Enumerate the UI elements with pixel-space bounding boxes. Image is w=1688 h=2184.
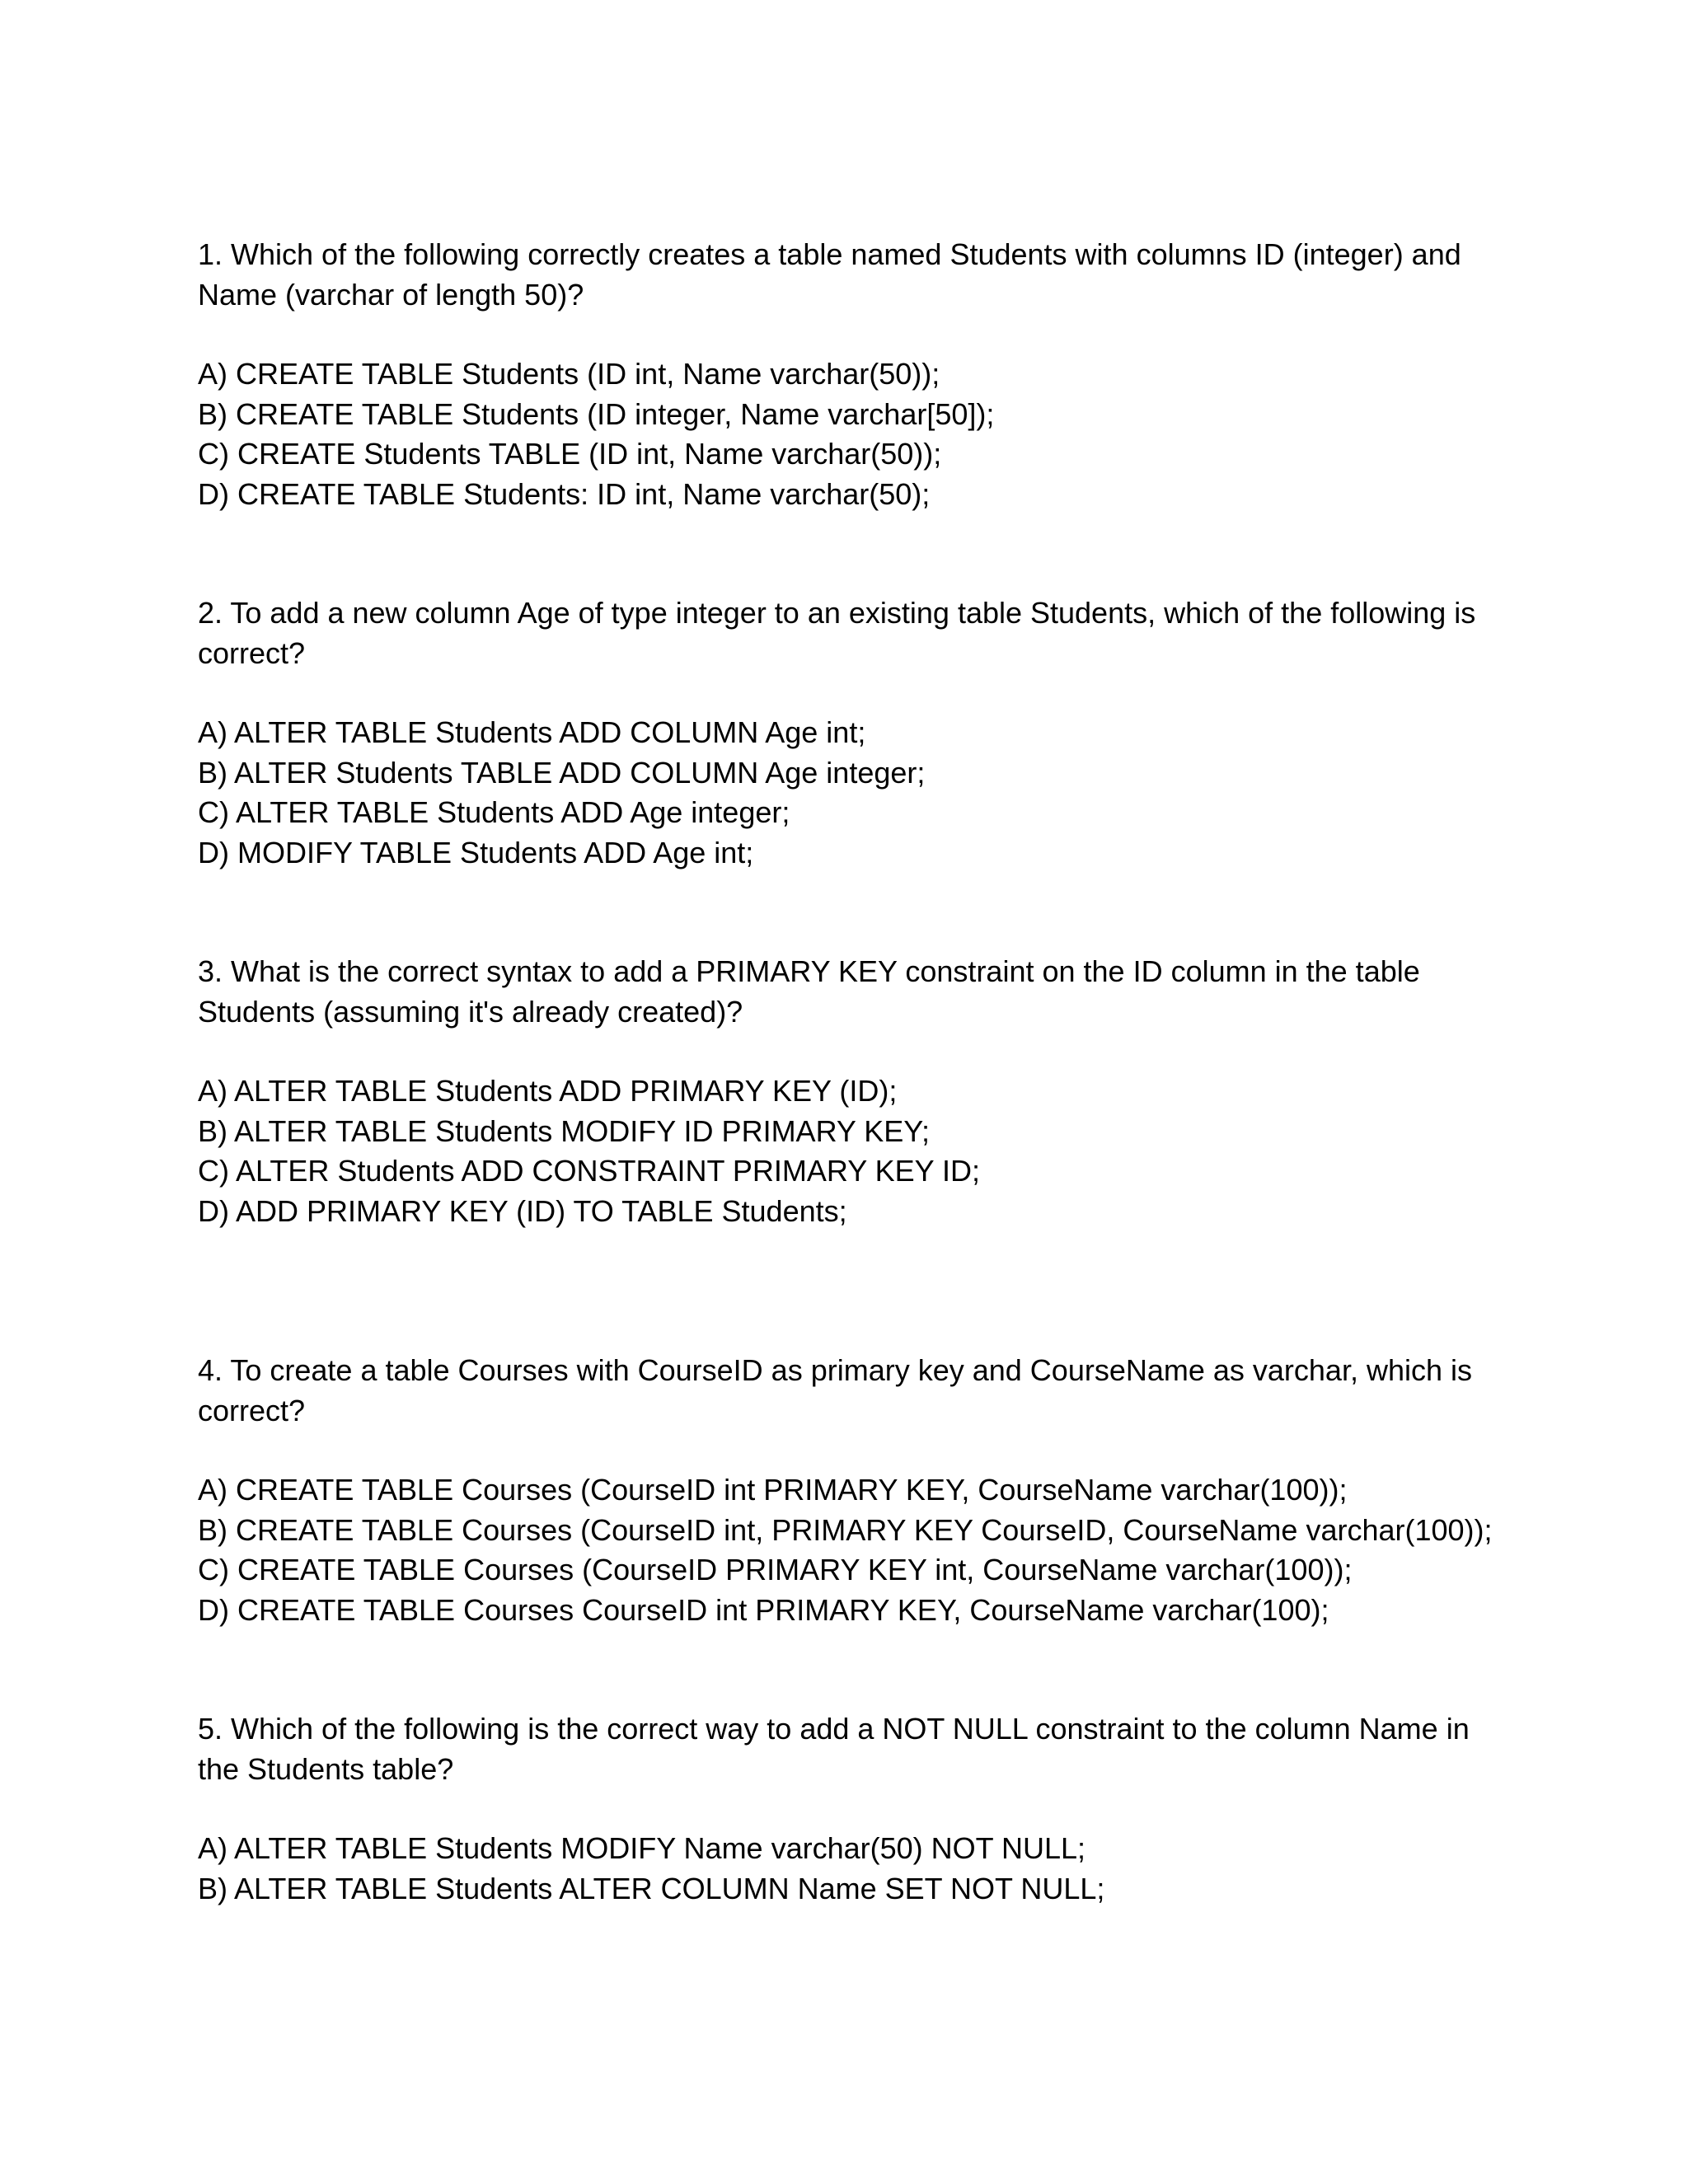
option-b: B) ALTER TABLE Students MODIFY ID PRIMARY KEY; [198,1113,930,1148]
option-b: B) ALTER TABLE Students ALTER COLUMN Name SET NOT NULL; [198,1871,1105,1905]
option-list [198,354,1517,514]
option-b: B) CREATE TABLE Students (ID integer, Name varchar[50]); [198,396,995,431]
question-text: 4. To create a table Courses with CourseID as primary key and CourseName as varchar, which is correct? [198,1353,1472,1427]
option-d: D) CREATE TABLE Courses CourseID int PRIMARY KEY, CourseName varchar(100); [198,1592,1329,1627]
question-text: 5. Which of the following is the correct way to add a NOT NULL constraint to the column Name in the Students table? [198,1712,1470,1786]
question-text: 2. To add a new column Age of type integer to an existing table Students, which of the following is correct? [198,596,1476,670]
option-d: D) MODIFY TABLE Students ADD Age int; [198,835,754,869]
option-d: D) ADD PRIMARY KEY (ID) TO TABLE Students; [198,1193,847,1228]
option-c: C) CREATE Students TABLE (ID int, Name varchar(50)); [198,437,942,471]
question-text: 1. Which of the following correctly creates a table named Students with columns ID (integer) and Name (varchar of length 50)? [198,237,1461,312]
option-c: C) ALTER TABLE Students ADD Age integer; [198,795,790,829]
option-a: A) ALTER TABLE Students MODIFY Name varchar(50) NOT NULL; [198,1831,1086,1865]
option-c: C) CREATE TABLE Courses (CourseID PRIMARY KEY int, CourseName varchar(100)); [198,1553,1353,1586]
question-list [198,235,1517,1909]
question-3 [198,952,1517,1231]
option-b: B) CREATE TABLE Courses (CourseID int, PRIMARY KEY CourseID, CourseName varchar(100)); [198,1512,1493,1547]
option-a: A) ALTER TABLE Students ADD COLUMN Age int; [198,715,866,749]
question-4 [198,1351,1517,1630]
question-2 [198,593,1517,873]
option-a: A) CREATE TABLE Students (ID int, Name varchar(50)); [198,357,940,391]
option-list [198,1829,1517,1909]
question-5 [198,1709,1517,1909]
option-c: C) ALTER Students ADD CONSTRAINT PRIMARY KEY ID; [198,1154,980,1188]
option-b: B) ALTER Students TABLE ADD COLUMN Age integer; [198,755,926,790]
option-a: A) ALTER TABLE Students ADD PRIMARY KEY (ID); [198,1074,898,1108]
question-text: 3. What is the correct syntax to add a PRIMARY KEY constraint on the ID column in the table Students (assuming it's already created)? [198,954,1420,1029]
option-list [198,713,1517,873]
option-a: A) CREATE TABLE Courses (CourseID int PRIMARY KEY, CourseName varchar(100)); [198,1473,1348,1507]
option-d: D) CREATE TABLE Students: ID int, Name varchar(50); [198,476,931,511]
option-list [198,1470,1517,1630]
question-1 [198,235,1517,514]
option-list [198,1071,1517,1231]
